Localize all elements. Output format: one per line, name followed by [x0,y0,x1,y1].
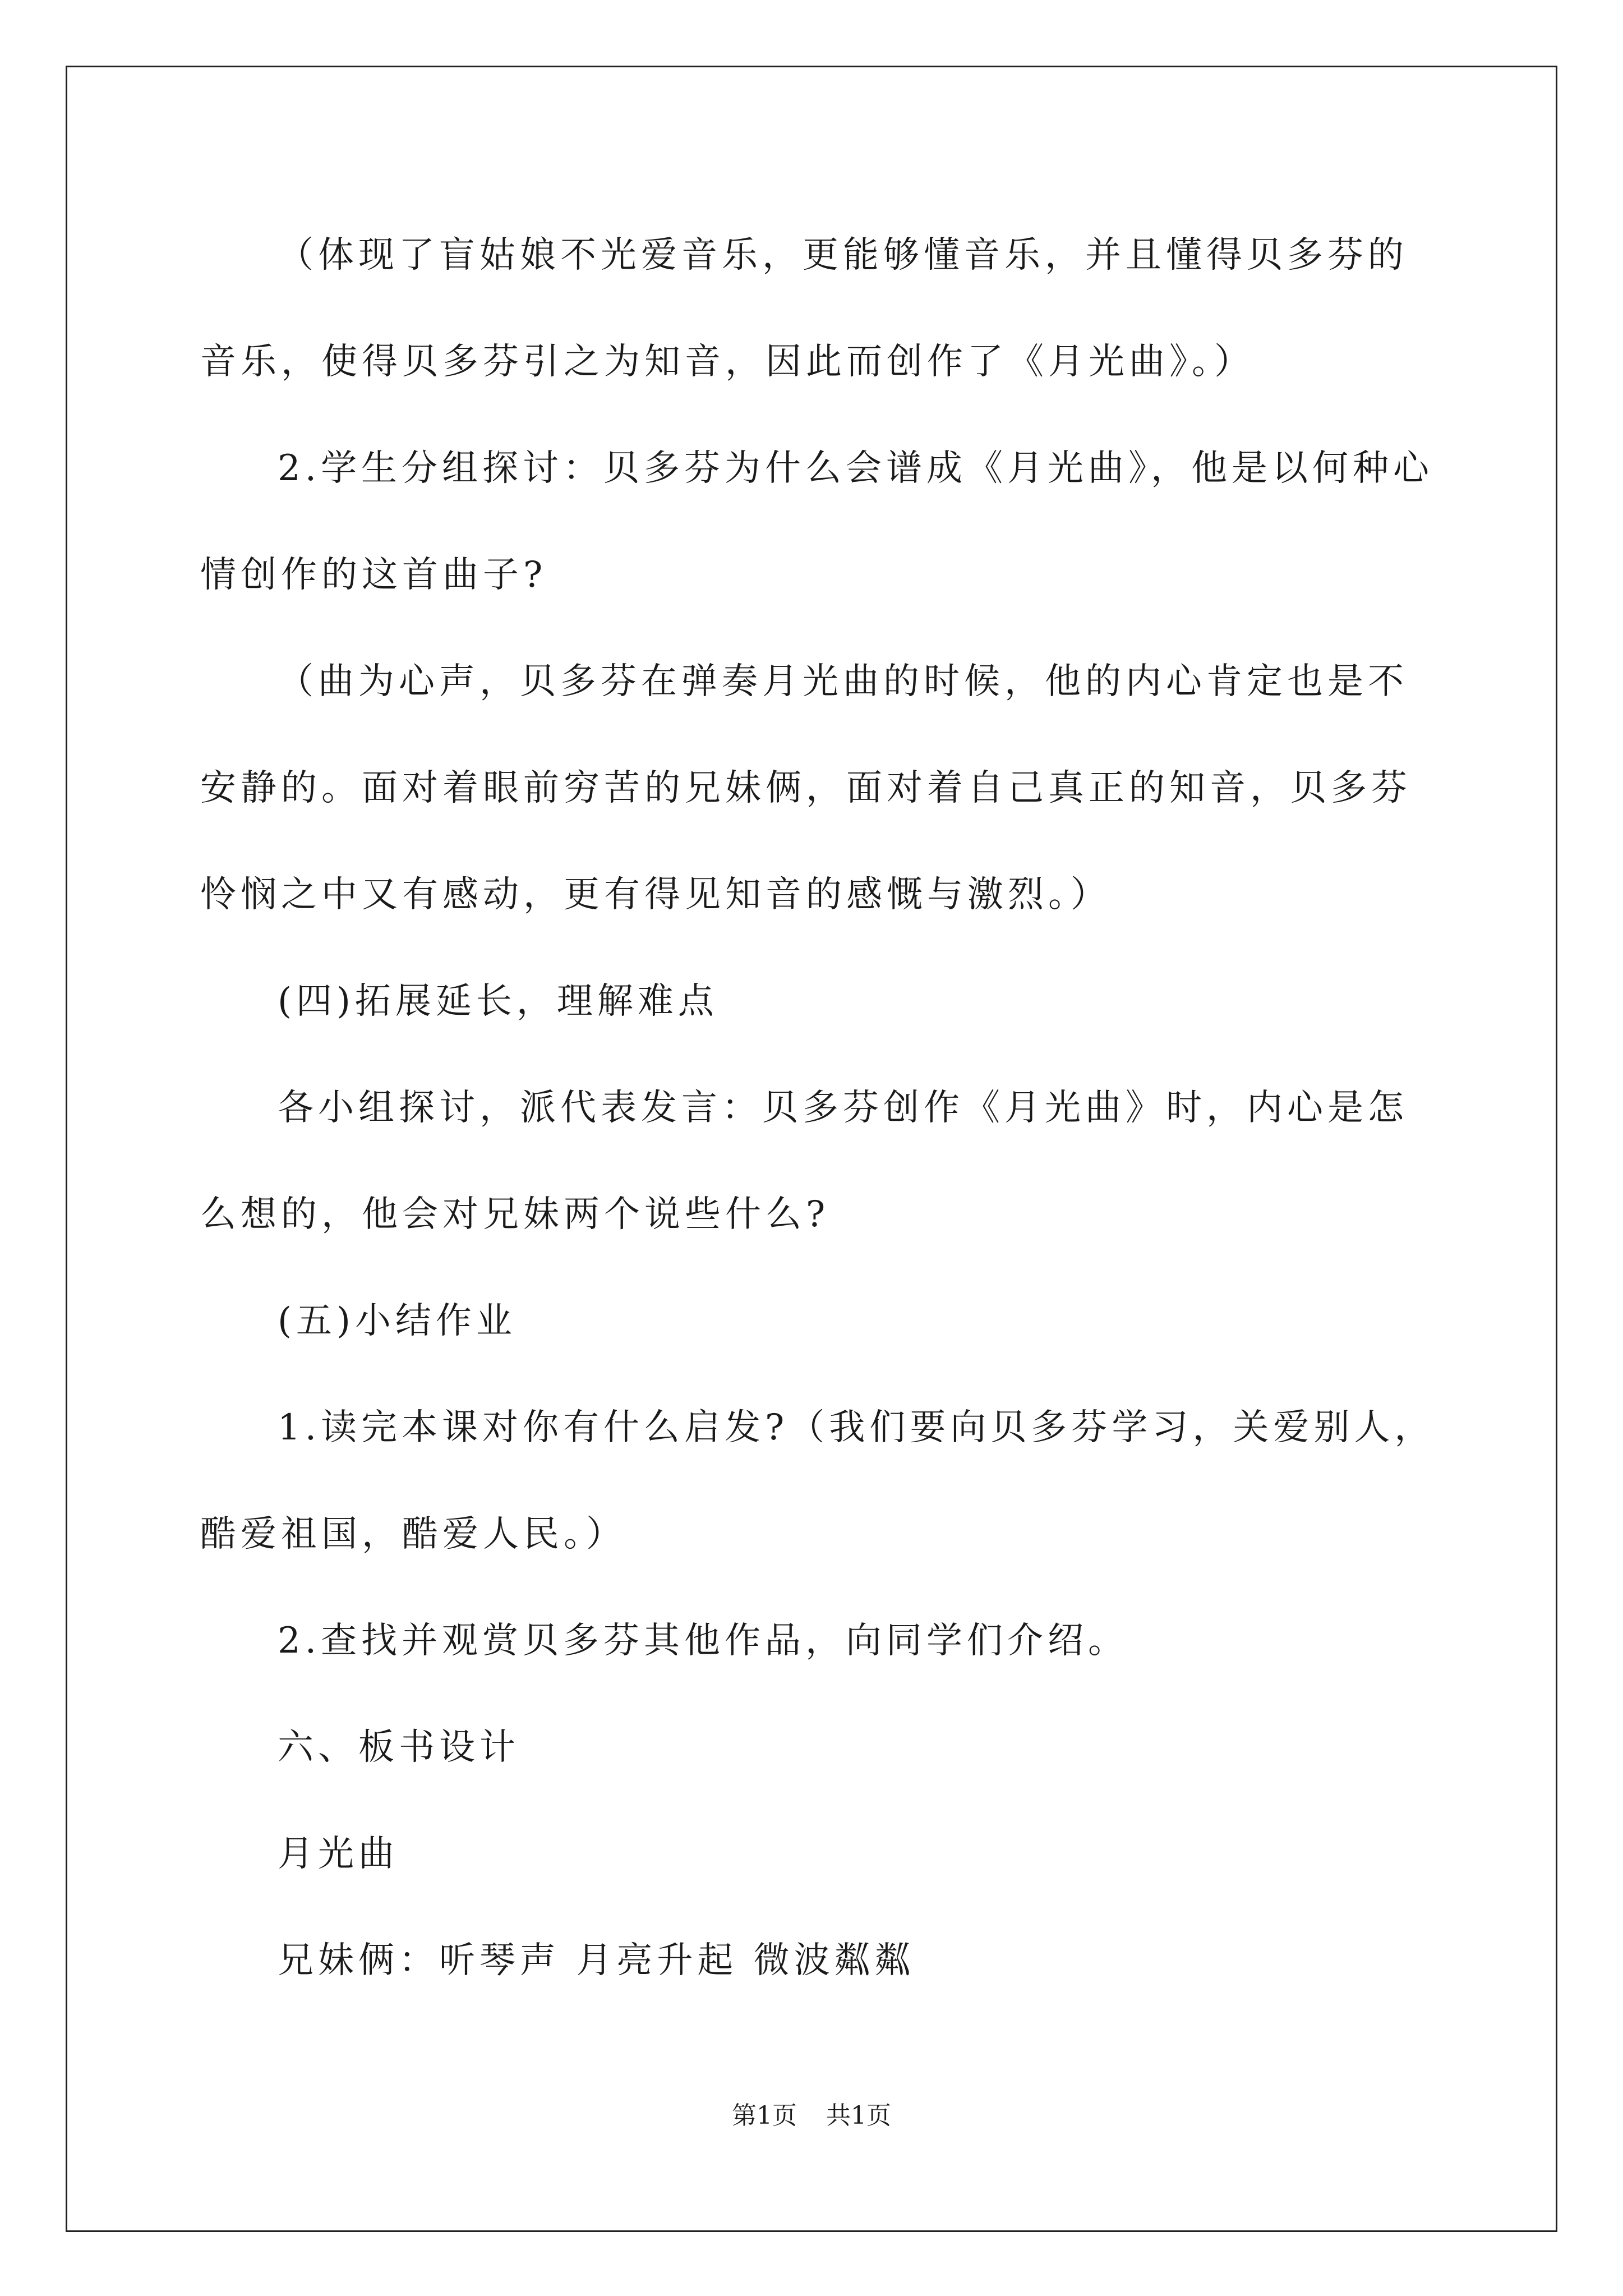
text-line: 酷爱祖国，酷爱人民。） [200,1513,626,1555]
section-heading: (四)拓展延长，理解难点 [278,981,718,1022]
text-line: 么想的，他会对兄妹两个说些什么? [200,1194,830,1235]
page-footer [0,2095,1623,2131]
section-heading: (五)小结作业 [278,1300,517,1342]
text-line: 2.学生分组探讨：贝多芬为什么会谱成《月光曲》，他是以何种心 [278,448,1434,489]
page-number: 第1页 [732,2101,797,2130]
text-line: 情创作的这首曲子? [200,554,547,596]
text-line: （曲为心声，贝多芬在弹奏月光曲的时候，他的内心肯定也是不 [278,661,1408,702]
text-line: 怜悯之中又有感动，更有得见知音的感慨与激烈。） [200,874,1111,915]
document-body [200,202,1434,2014]
section-heading: 六、板书设计 [278,1727,520,1768]
page-total: 共1页 [826,2101,891,2130]
text-line: 月光曲 [278,1833,399,1875]
text-line: （体现了盲姑娘不光爱音乐，更能够懂音乐，并且懂得贝多芬的 [278,234,1408,276]
text-line: 兄妹俩：听琴声 月亮升起 微波粼粼 [278,1940,915,1981]
text-line: 音乐，使得贝多芬引之为知音，因此而创作了《月光曲》。） [200,341,1255,383]
text-line: 2.查找并观赏贝多芬其他作品，向同学们介绍。 [278,1620,1129,1662]
text-line: 1.读完本课对你有什么启发?（我们要向贝多芬学习，关爱别人， [278,1407,1435,1448]
text-line: 各小组探讨，派代表发言：贝多芬创作《月光曲》时，内心是怎 [278,1087,1408,1129]
text-line: 安静的。面对着眼前穷苦的兄妹俩，面对着自己真正的知音，贝多芬 [200,767,1412,809]
